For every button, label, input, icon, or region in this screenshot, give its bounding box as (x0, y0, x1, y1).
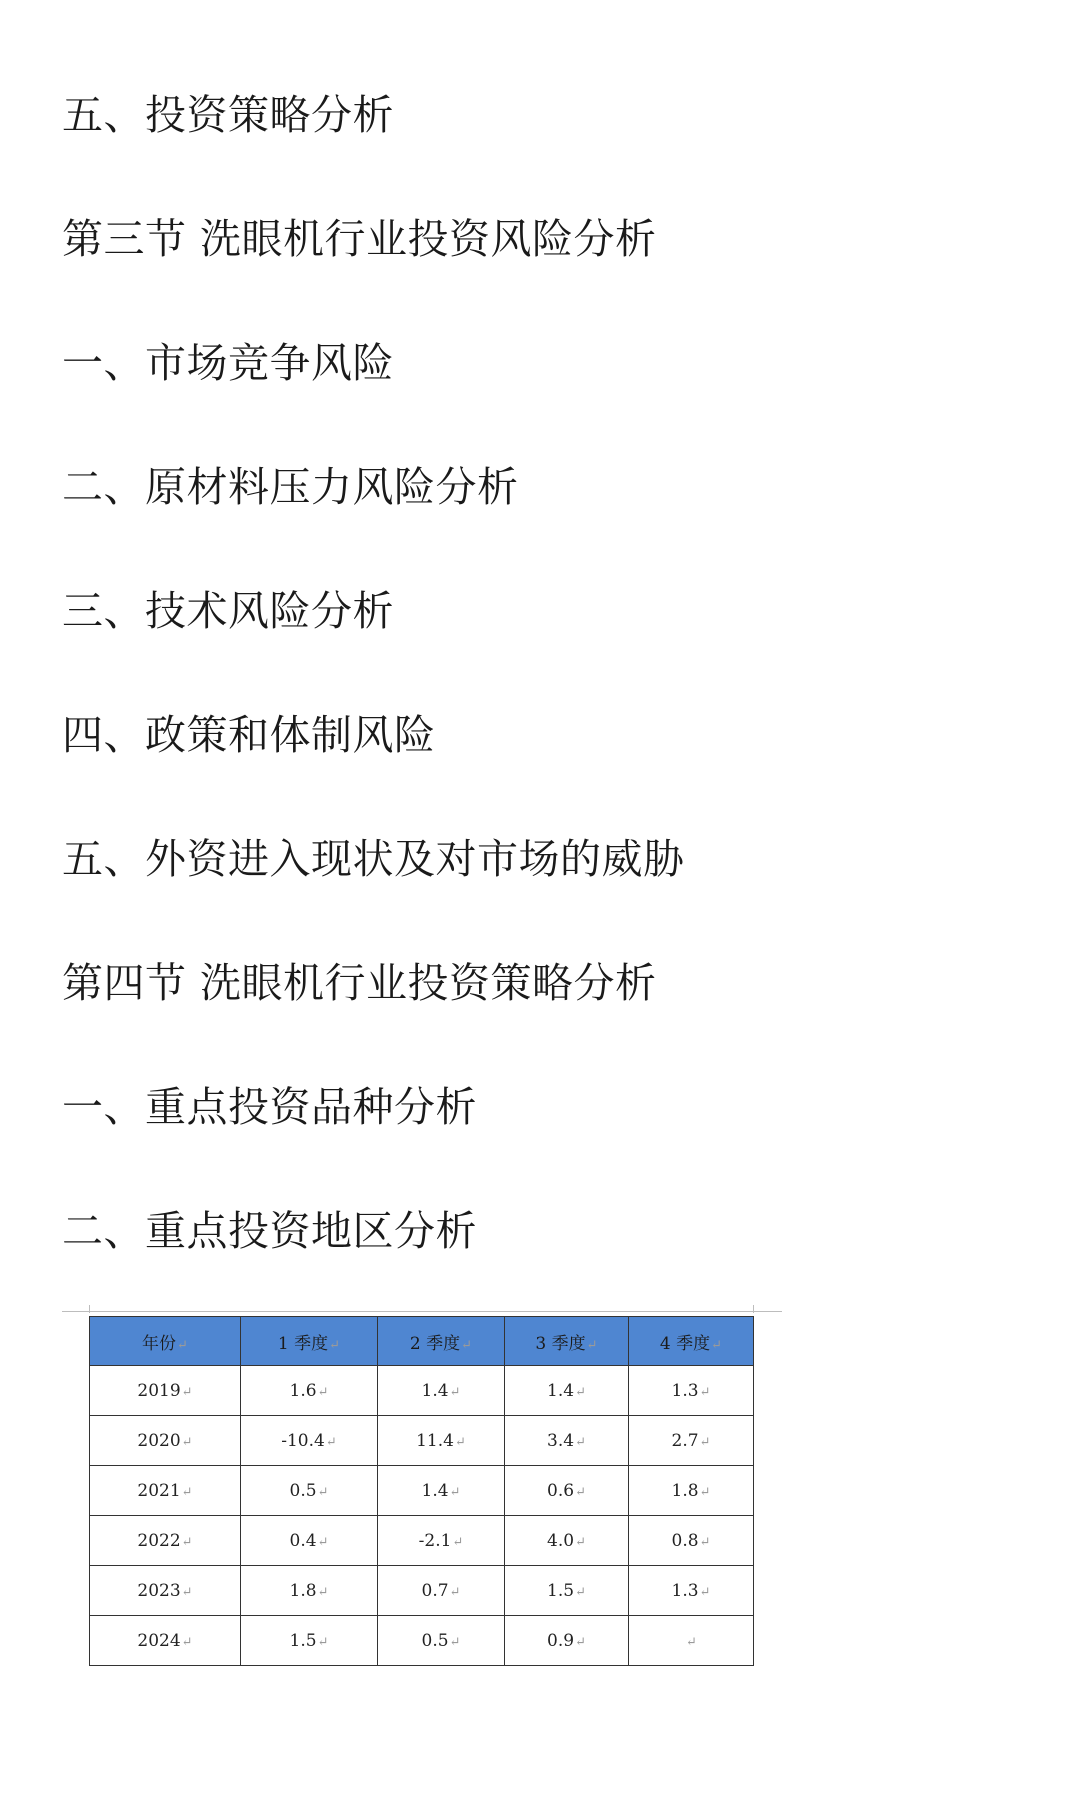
header-cell-q2: 2 季度↵ (378, 1317, 505, 1366)
cell-value: -2.1 (418, 1530, 452, 1551)
cell-value: 1.4 (547, 1380, 575, 1401)
cell-value: 1.5 (547, 1580, 575, 1601)
cell-value: 0.8 (671, 1530, 699, 1551)
table-row (90, 1616, 754, 1666)
return-mark: ↵ (449, 1484, 461, 1500)
table-cell-value (241, 1416, 378, 1466)
cell-value: 11.4 (416, 1430, 454, 1451)
return-mark: ↵ (711, 1337, 723, 1353)
return-mark: ↵ (317, 1584, 329, 1600)
cell-value: 1.5 (289, 1630, 317, 1651)
return-mark: ↵ (181, 1534, 193, 1550)
return-mark: ↵ (317, 1484, 329, 1500)
return-mark: ↵ (452, 1534, 464, 1550)
table-row (90, 1516, 754, 1566)
table-cell-value (505, 1366, 629, 1416)
table-cell-value (505, 1616, 629, 1666)
cell-value: 2020 (137, 1430, 181, 1451)
return-mark: ↵ (317, 1534, 329, 1550)
return-mark: ↵ (449, 1584, 461, 1600)
return-mark: ↵ (575, 1534, 586, 1550)
table-cell-year (90, 1616, 241, 1666)
table-cell-value (629, 1416, 754, 1466)
table-cell-value (241, 1616, 378, 1666)
return-mark: ↵ (586, 1337, 598, 1353)
return-mark: ↵ (699, 1434, 711, 1450)
return-mark: ↵ (699, 1484, 711, 1500)
table-header-row (90, 1317, 754, 1366)
return-mark: ↵ (461, 1337, 473, 1353)
outline-line-raw-material-risk: 二、原材料压力风险分析 (62, 463, 519, 511)
header-cell-q3: 3 季度↵ (505, 1317, 629, 1366)
cell-value: -10.4 (281, 1430, 325, 1451)
margin-tick-right (753, 1305, 754, 1313)
table-cell-value (505, 1566, 629, 1616)
return-mark: ↵ (181, 1384, 193, 1400)
cell-value: 4.0 (547, 1530, 575, 1551)
return-mark: ↵ (329, 1337, 341, 1353)
return-mark: ↵ (575, 1434, 586, 1450)
cell-value: 0.5 (421, 1630, 449, 1651)
table-cell-value (241, 1466, 378, 1516)
return-mark: ↵ (699, 1384, 711, 1400)
outline-line-market-competition-risk: 一、市场竞争风险 (62, 339, 394, 387)
cell-value: 0.4 (289, 1530, 317, 1551)
table-cell-value (241, 1366, 378, 1416)
return-mark: ↵ (181, 1584, 193, 1600)
cell-value: 3.4 (547, 1430, 575, 1451)
cell-value: 1.3 (671, 1380, 699, 1401)
cell-value: 1.4 (421, 1380, 449, 1401)
table-row (90, 1466, 754, 1516)
table-cell-value (505, 1466, 629, 1516)
return-mark: ↵ (317, 1634, 329, 1650)
outline-line-key-products: 一、重点投资品种分析 (62, 1083, 477, 1131)
embedded-table-image (62, 1310, 782, 1680)
page-edge-line (62, 1311, 782, 1312)
table-cell-year (90, 1516, 241, 1566)
cell-value: 0.6 (547, 1480, 575, 1501)
table-row (90, 1366, 754, 1416)
table-cell-value (378, 1516, 505, 1566)
return-mark: ↵ (575, 1634, 586, 1650)
table-cell-value (378, 1466, 505, 1516)
table-cell-year (90, 1566, 241, 1616)
table-cell-value (505, 1416, 629, 1466)
table-cell-year (90, 1416, 241, 1466)
cell-value: 2.7 (671, 1430, 699, 1451)
outline-line-investment-strategy: 五、投资策略分析 (62, 91, 394, 139)
table-row (90, 1566, 754, 1616)
return-mark: ↵ (575, 1484, 586, 1500)
table-cell-value (629, 1616, 754, 1666)
return-mark: ↵ (699, 1534, 711, 1550)
margin-tick-left (89, 1305, 90, 1313)
return-mark: ↵ (575, 1584, 586, 1600)
cell-value: 0.5 (289, 1480, 317, 1501)
cell-value: 1.8 (289, 1580, 317, 1601)
cell-value: 2023 (137, 1580, 181, 1601)
quarterly-data-table (89, 1316, 754, 1666)
table-cell-value (378, 1416, 505, 1466)
outline-line-foreign-capital-threat: 五、外资进入现状及对市场的威胁 (62, 835, 685, 883)
header-cell-q4: 4 季度↵ (629, 1317, 754, 1366)
cell-value: 0.9 (547, 1630, 575, 1651)
table-body (90, 1366, 754, 1666)
return-mark: ↵ (449, 1384, 461, 1400)
return-mark: ↵ (454, 1434, 466, 1450)
outline-line-key-regions: 二、重点投资地区分析 (62, 1207, 477, 1255)
return-mark: ↵ (177, 1337, 188, 1353)
cell-value: 1.8 (671, 1480, 699, 1501)
table-cell-value (629, 1366, 754, 1416)
cell-value: 1.3 (671, 1580, 699, 1601)
return-mark: ↵ (325, 1434, 337, 1450)
table-cell-value (378, 1566, 505, 1616)
table-cell-year (90, 1466, 241, 1516)
table-cell-value (378, 1616, 505, 1666)
cell-value: 2024 (137, 1630, 181, 1651)
return-mark: ↵ (699, 1584, 711, 1600)
cell-value: 2021 (137, 1480, 181, 1501)
table-cell-value (629, 1466, 754, 1516)
cell-value: 2019 (137, 1380, 181, 1401)
table-cell-value (378, 1366, 505, 1416)
return-mark: ↵ (181, 1484, 193, 1500)
return-mark: ↵ (449, 1634, 461, 1650)
table-cell-value (629, 1566, 754, 1616)
cell-value: 0.7 (421, 1580, 449, 1601)
return-mark: ↵ (181, 1634, 193, 1650)
cell-value: 1.6 (289, 1380, 317, 1401)
header-cell-year: 年份↵ (90, 1317, 241, 1366)
table-row (90, 1416, 754, 1466)
table-cell-value (505, 1516, 629, 1566)
cell-value: 1.4 (421, 1480, 449, 1501)
table-cell-value (629, 1516, 754, 1566)
return-mark: ↵ (317, 1384, 329, 1400)
table-cell-year (90, 1366, 241, 1416)
table-cell-value (241, 1516, 378, 1566)
return-mark: ↵ (575, 1384, 586, 1400)
outline-line-policy-risk: 四、政策和体制风险 (62, 711, 436, 759)
return-mark: ↵ (181, 1434, 193, 1450)
outline-line-technology-risk: 三、技术风险分析 (62, 587, 394, 635)
return-mark: ↵ (686, 1634, 697, 1650)
outline-line-section-4-title: 第四节 洗眼机行业投资策略分析 (62, 959, 657, 1007)
table-cell-value (241, 1566, 378, 1616)
outline-line-section-3-title: 第三节 洗眼机行业投资风险分析 (62, 215, 657, 263)
header-cell-q1: 1 季度↵ (241, 1317, 378, 1366)
cell-value: 2022 (137, 1530, 181, 1551)
